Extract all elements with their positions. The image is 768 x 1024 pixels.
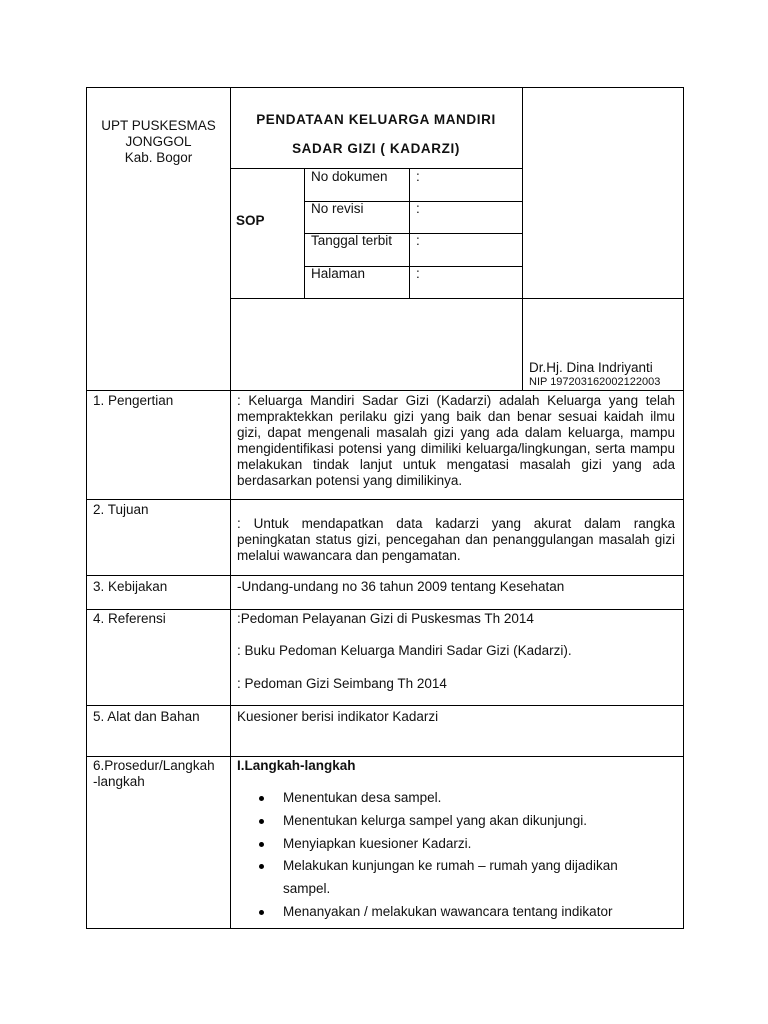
section-label-pengertian: 1. Pengertian — [93, 393, 174, 408]
prosedur-steps-list — [255, 787, 675, 924]
list-item: Melakukan kunjungan ke rumah – rumah yang dijadikan sampel. — [255, 855, 675, 901]
section-text-alat-bahan: Kuesioner berisi indikator Kadarzi — [237, 709, 439, 724]
row-line-2 — [86, 575, 684, 576]
document-title-line-2: SADAR GIZI ( KADARZI) — [292, 141, 460, 156]
referensi-item: : Pedoman Gizi Seimbang Th 2014 — [237, 676, 447, 691]
section-label-tujuan: 2. Tujuan — [93, 502, 149, 517]
section-text-pengertian: : Keluarga Mandiri Sadar Gizi (Kadarzi) adalah Keluarga yang telah mempraktekkan perilaku gizi yang baik dan benar sesuai kaidah ilmu gizi, dapat mengenali masalah gizi yang ada dalam keluarga, mampu mengidentifikasi potensi yang dimiliki keluarga/lingkungan, serta mampu melakukan tindak lanjut untuk mengatasi masalah gizi yang ada berdasarkan potensi yang dimilikinya. — [237, 393, 675, 488]
bullet-icon — [259, 796, 264, 801]
bullet-icon — [259, 864, 264, 869]
meta-label-tanggal-terbit: Tanggal terbit — [311, 233, 393, 248]
org-line-3: Kab. Bogor — [124, 150, 193, 165]
table-divider-label-col — [230, 87, 231, 929]
header-divider-signature-col — [522, 87, 523, 391]
org-line-1: UPT PUSKESMAS — [101, 118, 216, 133]
meta-label-no-revisi: No revisi — [311, 201, 364, 216]
list-item: Menentukan kelurga sampel yang akan dikunjungi. — [255, 810, 675, 833]
signer-name: Dr.Hj. Dina Indriyanti — [529, 360, 653, 375]
meta-label-halaman: Halaman — [311, 266, 366, 281]
header-line-meta-bottom — [230, 298, 684, 299]
table-border-left — [86, 87, 87, 929]
section-text-tujuan: : Untuk mendapatkan data kadarzi yang akurat dalam rangka peningkatan status gizi, pencegahan dan penanggulangan masalah gizi melalui wawancara dan pengamatan. — [237, 516, 675, 563]
bullet-icon — [259, 910, 264, 915]
referensi-item: :Pedoman Pelayanan Gizi di Puskesmas Th 2014 — [237, 611, 534, 626]
table-border-bottom — [86, 928, 684, 929]
signer-nip: NIP 197203162002122003 — [529, 376, 661, 388]
bullet-icon — [259, 842, 264, 847]
row-line-3 — [86, 609, 684, 610]
section-label-alat-bahan: 5. Alat dan Bahan — [93, 709, 200, 724]
referensi-item: : Buku Pedoman Keluarga Mandiri Sadar Gizi (Kadarzi). — [237, 643, 572, 658]
org-name-block — [86, 118, 231, 166]
table-border-right — [683, 87, 684, 929]
row-line-4 — [86, 705, 684, 706]
bullet-icon — [259, 819, 264, 824]
meta-value-tanggal-terbit: : — [416, 233, 420, 248]
prosedur-heading: I.Langkah-langkah — [237, 758, 356, 773]
list-item: Menentukan desa sampel. — [255, 787, 675, 810]
sop-label: SOP — [236, 213, 265, 228]
meta-value-no-revisi: : — [416, 201, 420, 216]
meta-value-halaman: : — [416, 266, 420, 281]
meta-label-no-dokumen: No dokumen — [311, 169, 388, 184]
row-line-1 — [86, 499, 684, 500]
section-label-prosedur-line-2: -langkah — [93, 774, 145, 789]
list-item: Menyiapkan kuesioner Kadarzi. — [255, 833, 675, 856]
document-title-line-1: PENDATAAN KELUARGA MANDIRI — [256, 112, 496, 127]
section-label-referensi: 4. Referensi — [93, 611, 166, 626]
org-line-2: JONGGOL — [125, 134, 192, 149]
header-line-bottom — [86, 390, 684, 391]
row-line-5 — [86, 756, 684, 757]
section-label-kebijakan: 3. Kebijakan — [93, 579, 168, 594]
section-label-prosedur-line-1: 6.Prosedur/Langkah — [93, 758, 215, 773]
list-item: Menanyakan / melakukan wawancara tentang indikator — [255, 901, 675, 924]
table-border-top — [86, 87, 684, 88]
meta-value-no-dokumen: : — [416, 169, 420, 184]
section-text-kebijakan: -Undang-undang no 36 tahun 2009 tentang Kesehatan — [237, 579, 565, 594]
